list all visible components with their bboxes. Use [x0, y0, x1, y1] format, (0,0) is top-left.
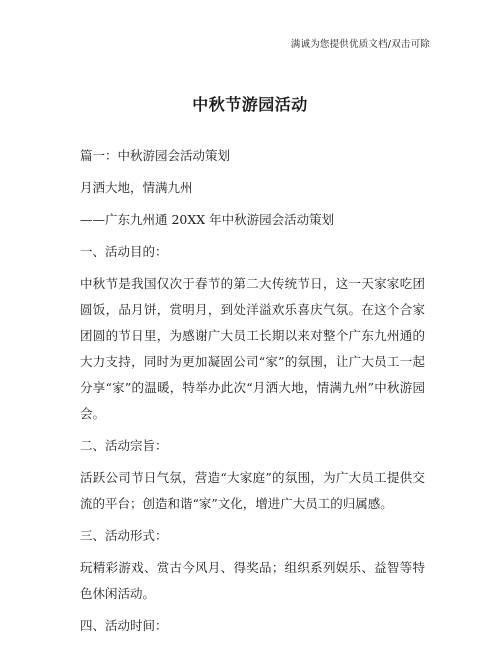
- form-paragraph: 玩精彩游戏、赏古今风月、得奖品；组织系列娱乐、益智等特色休闲活动。: [80, 560, 425, 601]
- aim-paragraph: 活跃公司节日气氛，营造“大家庭”的氛围，为广大员工提供交流的平台；创造和谐“家”文化，增进广大员工的归属感。: [80, 470, 425, 511]
- document-title: 中秋节游园活动: [192, 95, 308, 114]
- section-heading: 篇一：中秋游园会活动策划: [80, 148, 231, 163]
- heading-time: 四、活动时间：: [80, 618, 168, 633]
- heading-form: 三、活动形式：: [80, 528, 168, 543]
- purpose-paragraph: 中秋节是我国仅次于春节的第二大传统节日，这一天家家吃团圆饭，品月饼，赏明月，到处洋溢欢乐喜庆气氛。在这个合家团圆的节日里，为感谢广大员工长期以来对整个广东九州通的大力支持，同时为更加凝固公司“家”的氛围，让广大员工一起分享“家”的温暖，特举办此次“月洒大地，情满九州”中秋游园会。: [80, 276, 425, 421]
- heading-aim: 二、活动宗旨：: [80, 438, 168, 453]
- heading-purpose: 一、活动目的：: [80, 244, 168, 259]
- subtitle-line: ——广东九州通 20XX 年中秋游园会活动策划: [80, 212, 335, 227]
- slogan-line: 月洒大地，情满九州: [80, 180, 193, 195]
- document-body: [80, 143, 425, 645]
- header-note: 满诚为您提供优质文档/双击可除: [290, 39, 430, 50]
